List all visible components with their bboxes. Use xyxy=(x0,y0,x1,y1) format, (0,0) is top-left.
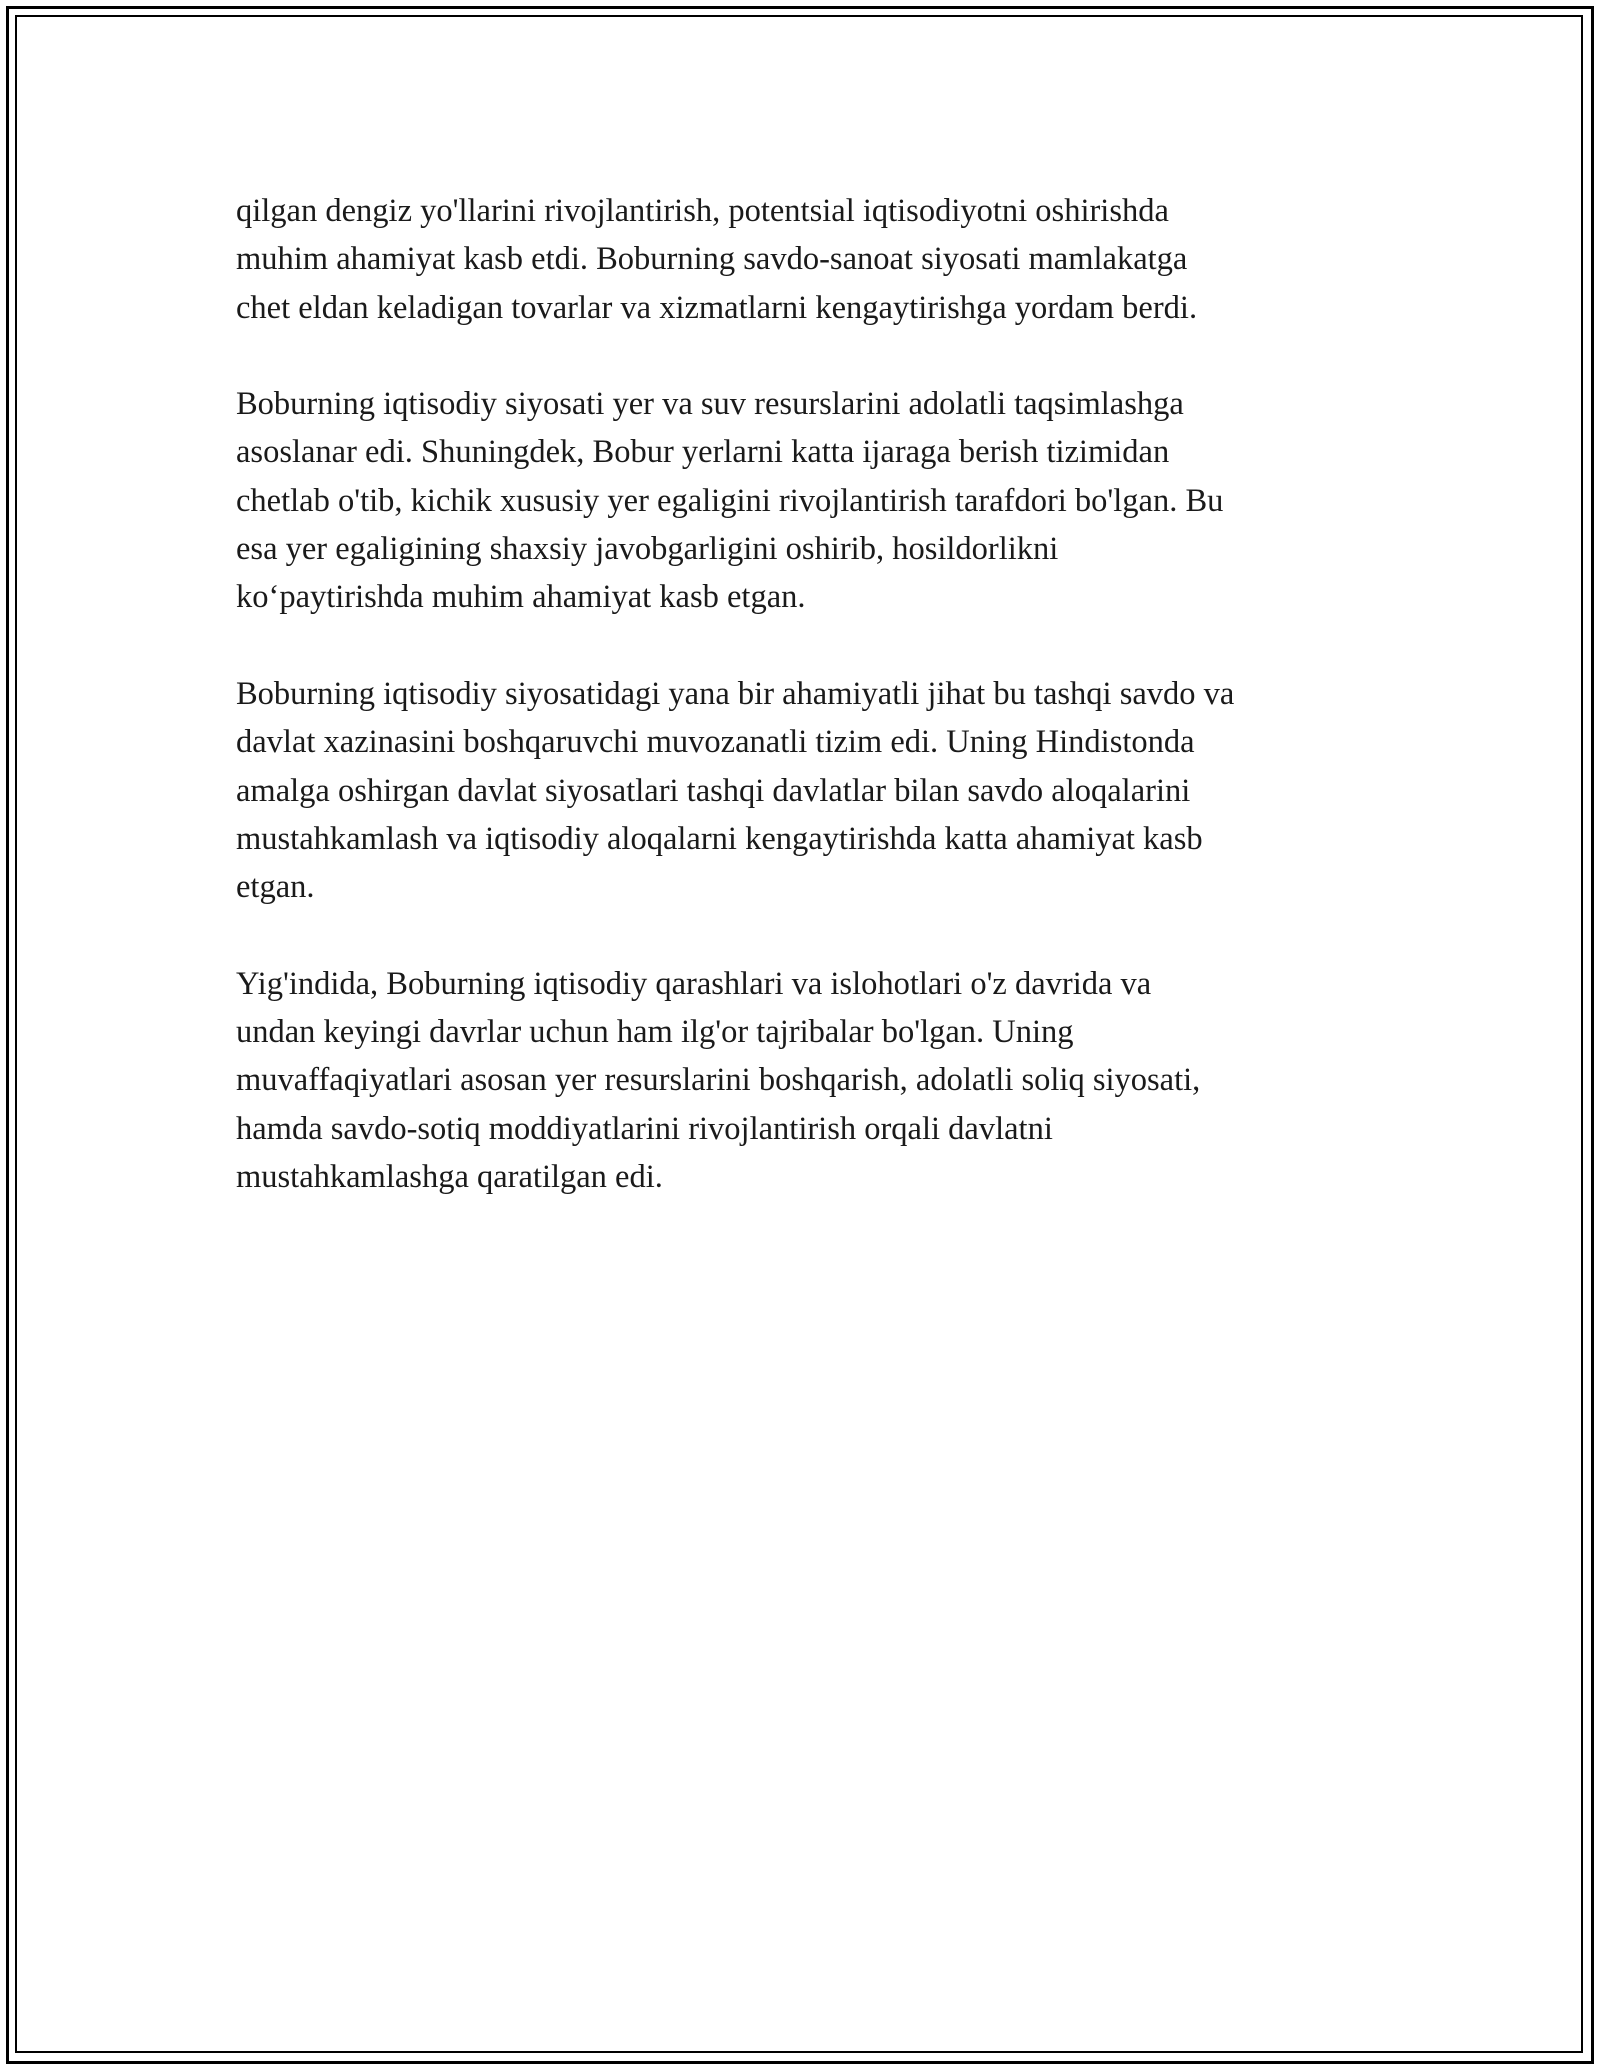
paragraph xyxy=(236,670,1386,911)
text-line: Yig'indida, Boburning iqtisodiy qarashlari va islohotlari o'z davrida va xyxy=(236,965,1152,1002)
text-line: chetlab o'tib, kichik xususiy yer egaligini rivojlantirish tarafdori bo'lgan. Bu xyxy=(236,482,1224,519)
text-line: chet eldan keladigan tovarlar va xizmatlarni kengaytirishga yordam berdi. xyxy=(236,289,1198,326)
text-line: davlat xazinasini boshqaruvchi muvozanatli tizim edi. Uning Hindistonda xyxy=(236,724,1195,761)
text-line: Boburning iqtisodiy siyosati yer va suv resurslarini adolatli taqsimlashga xyxy=(236,386,1184,423)
document-body xyxy=(236,187,1386,1250)
text-line: etgan. xyxy=(236,869,315,906)
text-line: amalga oshirgan davlat siyosatlari tashqi davlatlar bilan savdo aloqalarini xyxy=(236,772,1191,809)
text-line: muhim ahamiyat kasb etdi. Boburning savdo-sanoat siyosati mamlakatga xyxy=(236,241,1188,278)
text-line: asoslanar edi. Shuningdek, Bobur yerlarni katta ijaraga berish tizimidan xyxy=(236,434,1170,471)
text-line: undan keyingi davrlar uchun ham ilg'or tajribalar bo'lgan. Uning xyxy=(236,1014,1074,1051)
text-line: esa yer egaligining shaxsiy javobgarligini oshirib, hosildorlikni xyxy=(236,531,1059,568)
paragraph xyxy=(236,187,1386,332)
text-line: mustahkamlashga qaratilgan edi. xyxy=(236,1158,663,1195)
text-line: ko‘paytirishda muhim ahamiyat kasb etgan. xyxy=(236,579,806,616)
text-line: Boburning iqtisodiy siyosatidagi yana bir ahamiyatli jihat bu tashqi savdo va xyxy=(236,675,1235,712)
text-line: muvaffaqiyatlari asosan yer resurslarini boshqarish, adolatli soliq siyosati, xyxy=(236,1062,1201,1099)
text-line: mustahkamlash va iqtisodiy aloqalarni kengaytirishda katta ahamiyat kasb xyxy=(236,820,1203,857)
text-line: qilgan dengiz yo'llarini rivojlantirish, potentsial iqtisodiyotni oshirishda xyxy=(236,193,1169,229)
paragraph xyxy=(236,380,1386,621)
text-line: hamda savdo-sotiq moddiyatlarini rivojlantirish orqali davlatni xyxy=(236,1110,1053,1147)
paragraph xyxy=(236,960,1386,1201)
